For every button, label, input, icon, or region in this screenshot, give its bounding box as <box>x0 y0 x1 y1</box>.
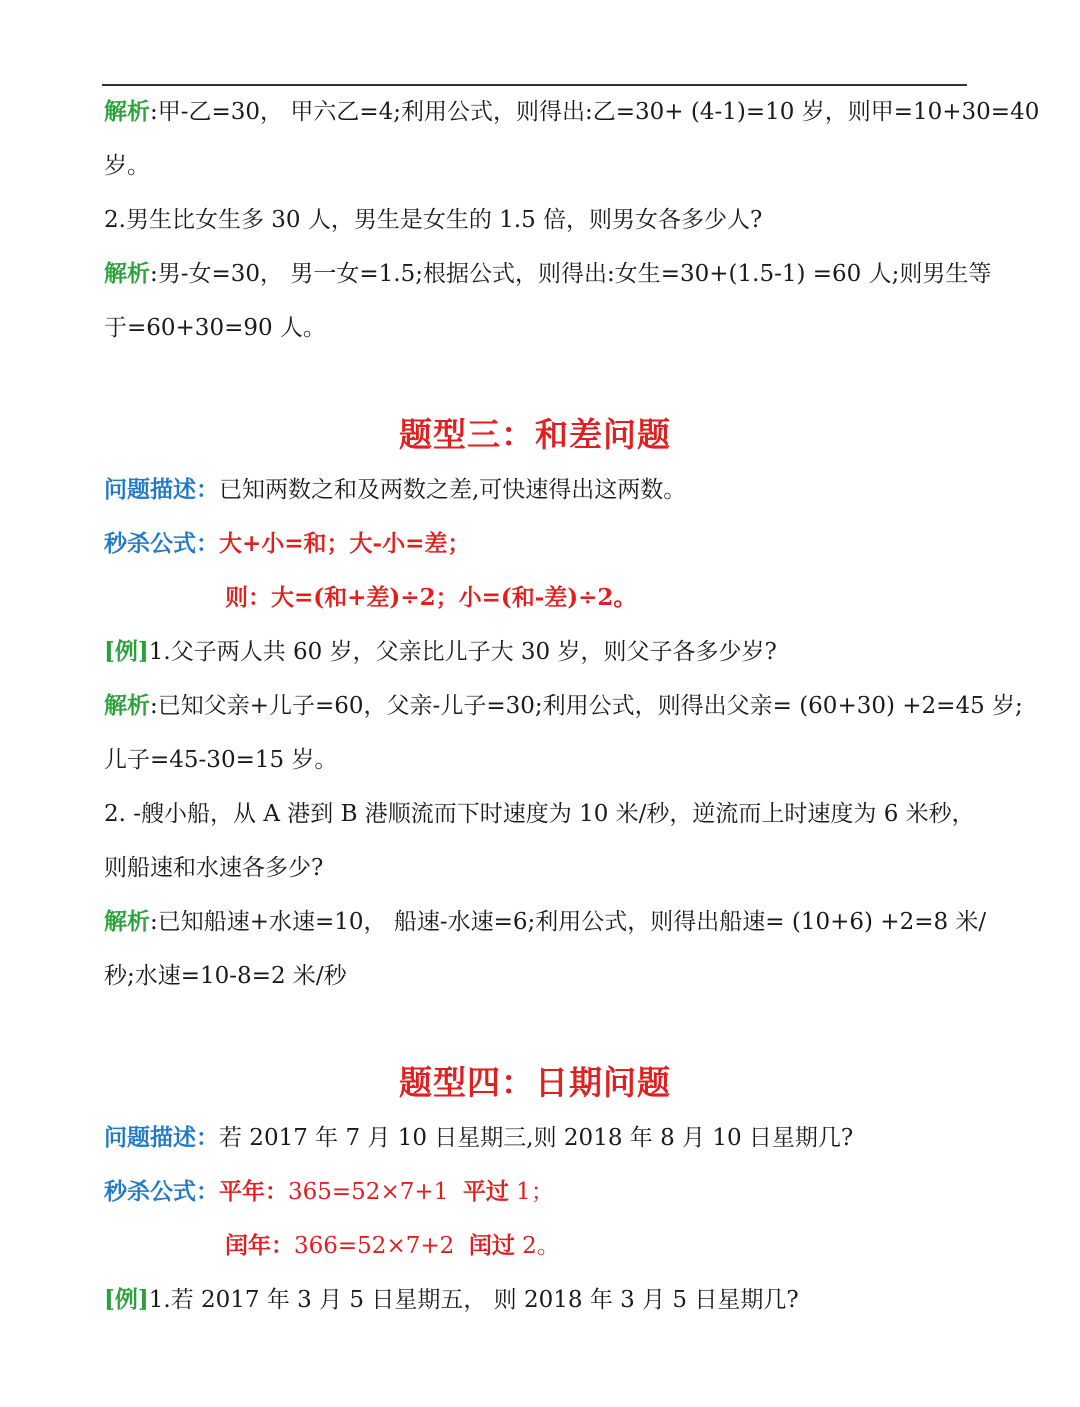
description-text: 已知两数之和及两数之差,可快速得出这两数。 <box>219 477 687 503</box>
top-rule <box>102 84 967 86</box>
leap-year-tail: 2。 <box>514 1233 560 1259</box>
section-4-formula-1 <box>104 1177 554 1207</box>
description-label: 问题描述： <box>104 1124 219 1151</box>
example-text: 1.若 2017 年 3 月 5 日星期五， 则 2018 年 3 月 5 日星期几? <box>148 1287 799 1313</box>
analysis-text: :甲-乙=30， 甲六乙=4;利用公式，则得出:乙=30+ (4-1)=10 岁，则甲=10+30=40 <box>150 99 1040 125</box>
common-year-formula: 365=52×7+1 <box>288 1179 449 1205</box>
section-3-heading: 题型三：和差问题 <box>399 415 671 454</box>
section-3-analysis-2-line-1 <box>104 907 986 937</box>
analysis-2-line-2: 于=60+30=90 人。 <box>104 315 326 341</box>
leap-year-label: 闰年： <box>225 1232 294 1259</box>
analysis-line-2: 岁。 <box>104 153 150 179</box>
analysis-label: 解析 <box>104 908 150 935</box>
analysis-label: 解析 <box>104 692 150 719</box>
common-year-label: 平年： <box>219 1178 288 1205</box>
formula-label: 秒杀公式： <box>104 1178 219 1205</box>
common-year-tail-label: 平过 <box>462 1178 509 1205</box>
section-3-formula-2 <box>225 583 636 613</box>
analysis-text: :已知船速+水速=10， 船速-水速=6;利用公式，则得出船速= (10+6) +2=8 米/ <box>150 909 987 935</box>
formula-prefix: 则： <box>225 584 271 611</box>
question-2: 2.男生比女生多 30 人，男生是女生的 1.5 倍，则男女各多少人? <box>104 207 763 233</box>
section-3-example-1 <box>104 637 777 667</box>
analysis-label: 解析 <box>104 260 150 287</box>
section-4-formula-2 <box>225 1231 560 1261</box>
formula-label: 秒杀公式： <box>104 530 219 557</box>
section-3-question-2-line-1: 2. -艘小船，从 A 港到 B 港顺流而下时速度为 10 米/秒，逆流而上时速度为 6 米秒， <box>104 801 975 827</box>
section-4-example-1 <box>104 1285 799 1315</box>
analysis-2-line-1 <box>104 259 991 289</box>
analysis-label: 解析 <box>104 98 150 125</box>
section-3-analysis-2-line-2: 秒;水速=10-8=2 米/秒 <box>104 963 347 989</box>
description-text: 若 2017 年 7 月 10 日星期三,则 2018 年 8 月 10 日星期几? <box>219 1125 854 1151</box>
formula-text-2: 大=(和+差)÷2；小=(和-差)÷2。 <box>271 584 637 611</box>
example-label: [例] <box>104 1286 149 1313</box>
example-label: [例] <box>104 638 149 665</box>
analysis-text: :已知父亲+儿子=60，父亲-儿子=30;利用公式，则得出父亲= (60+30) +2=45 岁; <box>150 693 1023 719</box>
description-label: 问题描述： <box>104 476 219 503</box>
section-4-heading: 题型四：日期问题 <box>399 1063 671 1102</box>
section-4-description <box>104 1123 853 1153</box>
section-3-formula <box>104 529 470 559</box>
analysis-text: :男-女=30， 男一女=1.5;根据公式，则得出:女生=30+(1.5-1) =60 人;则男生等 <box>150 261 992 287</box>
section-3-description <box>104 475 686 505</box>
leap-year-tail-label: 闰过 <box>468 1232 515 1259</box>
section-3-analysis-1-line-1 <box>104 691 1023 721</box>
common-year-tail: 1； <box>508 1179 554 1205</box>
analysis-line-1 <box>104 97 1039 127</box>
example-text: 1.父子两人共 60 岁，父亲比儿子大 30 岁，则父子各多少岁? <box>148 639 777 665</box>
formula-text: 大+小=和；大-小=差； <box>219 530 471 557</box>
leap-year-formula: 366=52×7+2 <box>294 1233 455 1259</box>
section-3-question-2-line-2: 则船速和水速各多少? <box>104 855 324 881</box>
section-3-analysis-1-line-2: 儿子=45-30=15 岁。 <box>104 747 338 773</box>
